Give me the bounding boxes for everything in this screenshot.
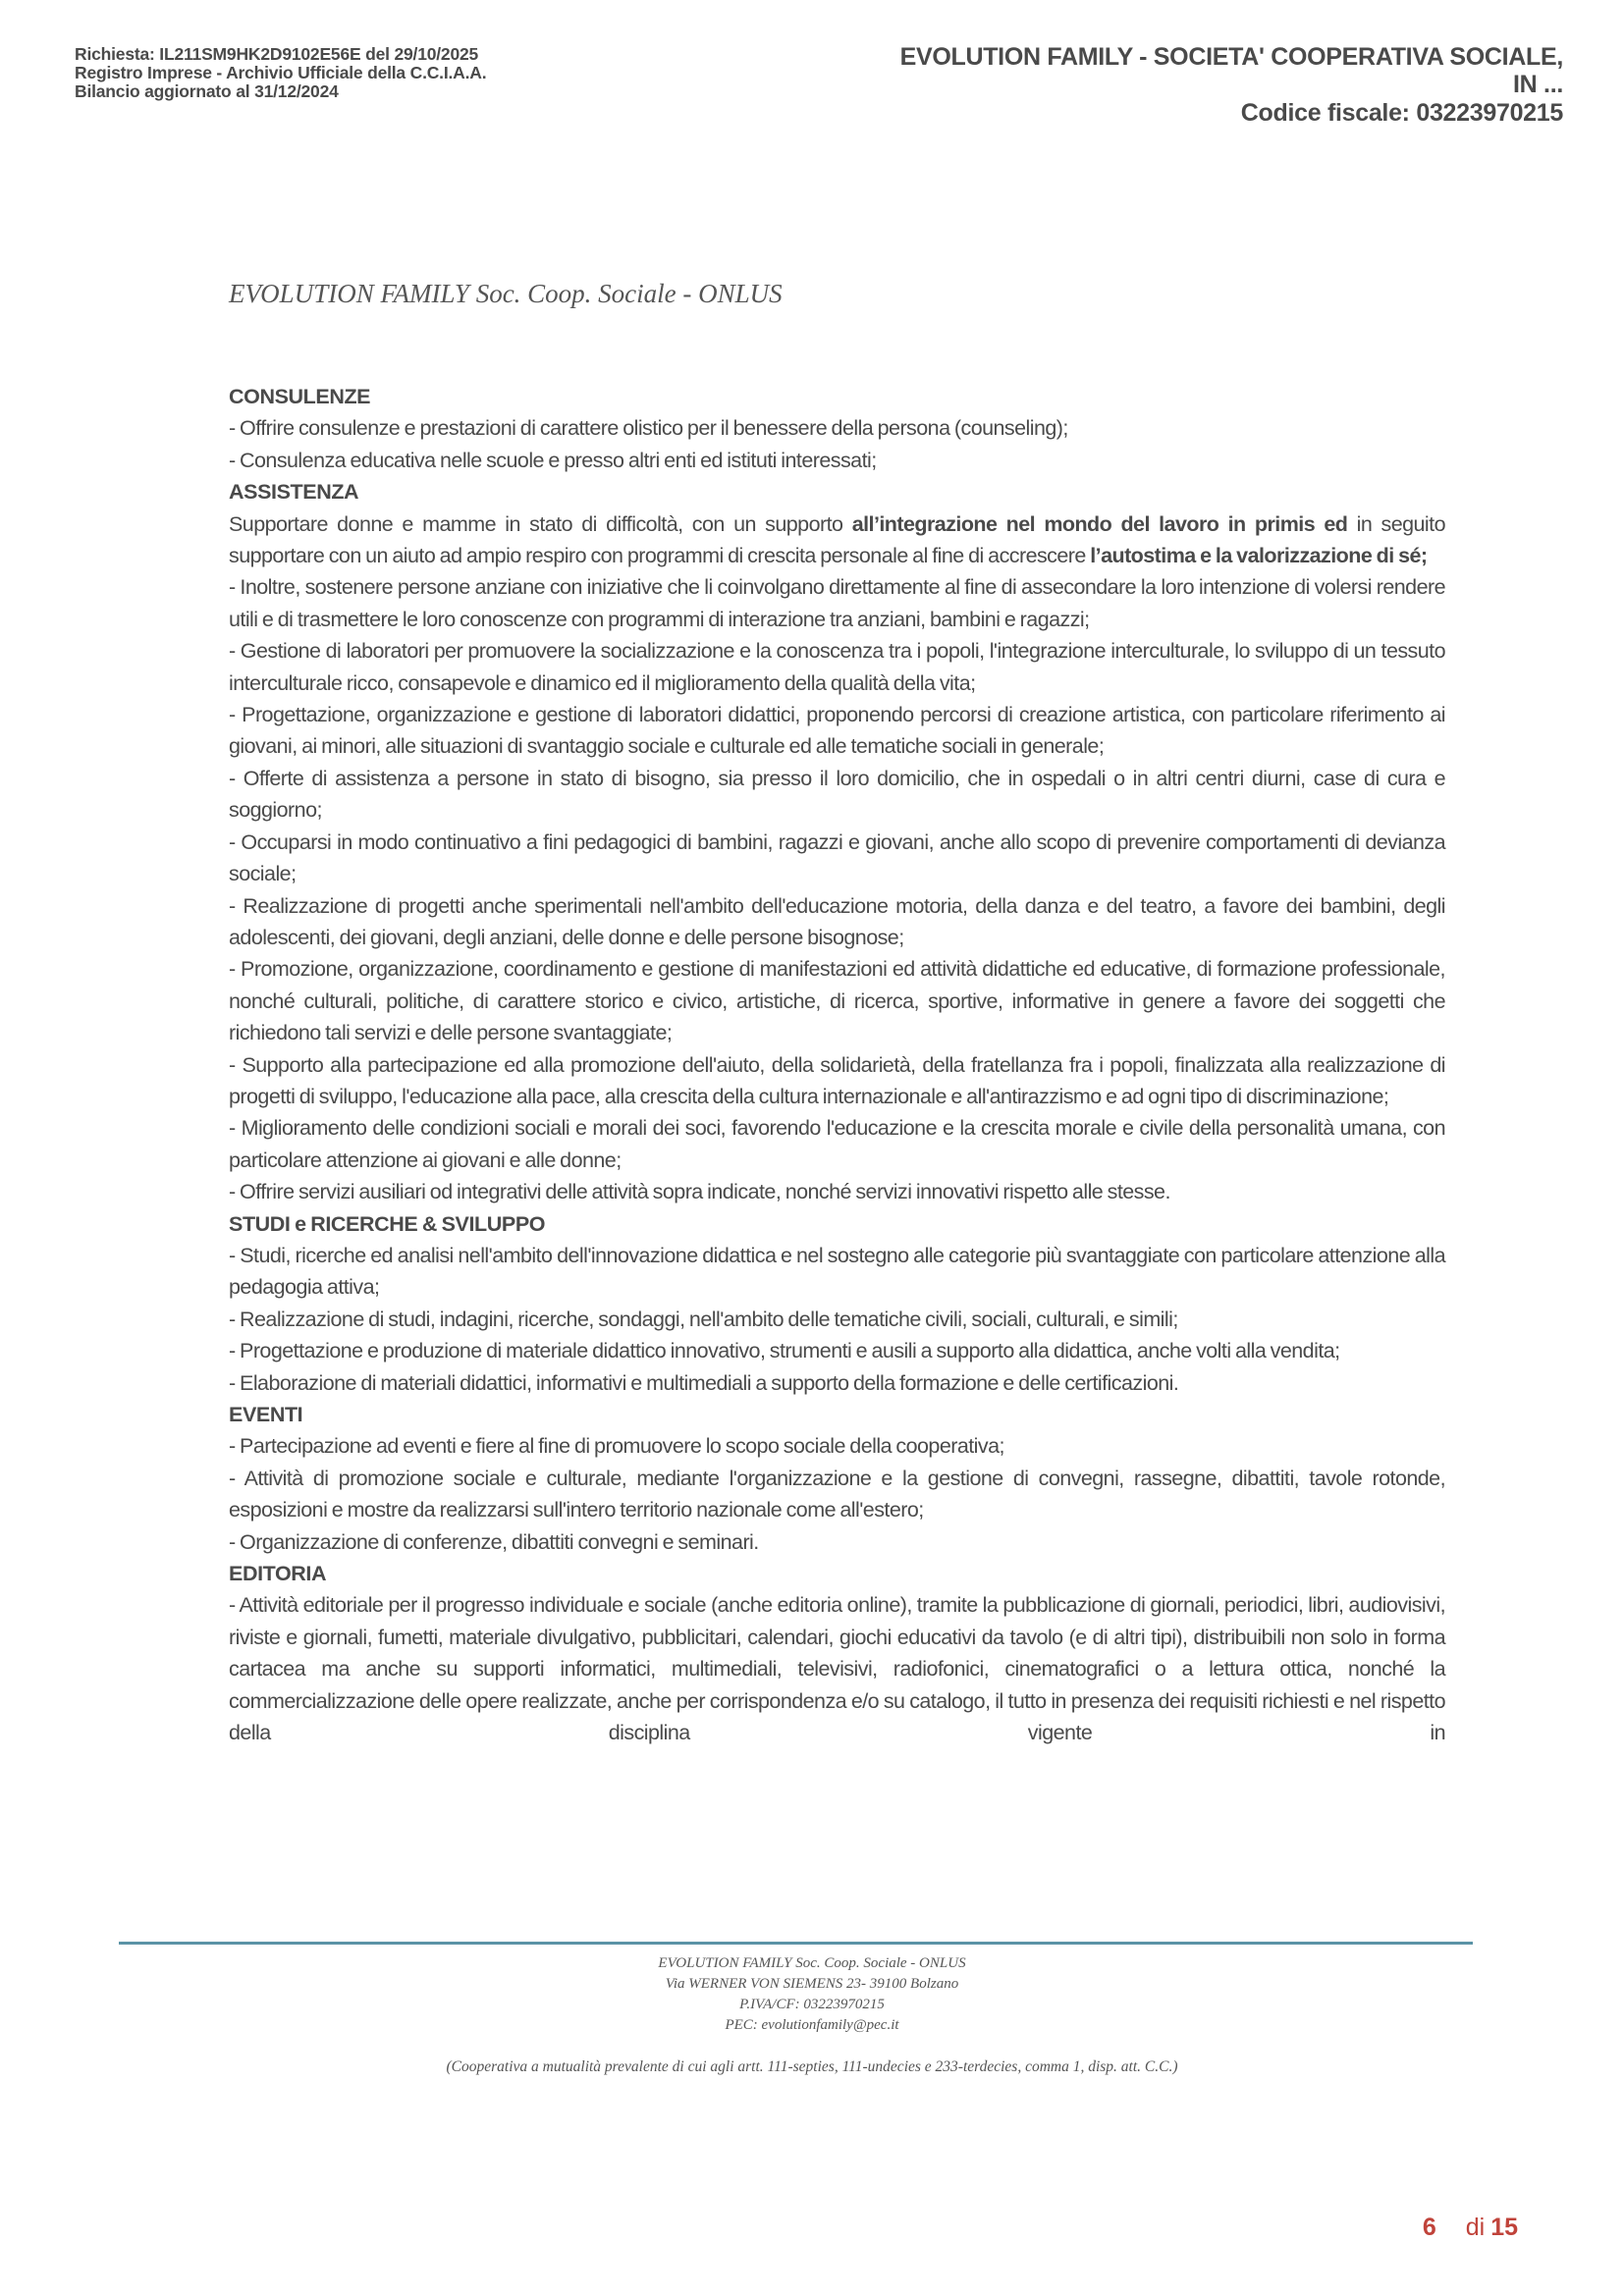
registry-line: Registro Imprese - Archivio Ufficiale della C.C.I.A.A.: [75, 63, 487, 82]
paragraph: - Offerte di assistenza a persone in stato di bisogno, sia presso il loro domicilio, che in ospedali o in altri centri diurni, case di cura e soggiorno;: [229, 766, 1445, 823]
balance-date-line: Bilancio aggiornato al 31/12/2024: [75, 81, 339, 101]
paragraph: - Organizzazione di conferenze, dibattiti convegni e seminari.: [229, 1529, 759, 1554]
footer-vat: P.IVA/CF: 03223970215: [739, 1997, 885, 2012]
current-page: 6: [1422, 2214, 1436, 2241]
paragraph: - Offrire servizi ausiliari od integrativi delle attività sopra indicate, nonché servizi innovativi rispetto alle stesse.: [229, 1180, 1170, 1204]
footer-legal-note: (Cooperativa a mutualità prevalente di cui agli artt. 111-septies, 111-undecies e 233-terdecies, comma 1, disp. att. C.C.): [446, 2058, 1178, 2075]
company-header: [900, 43, 1563, 128]
company-name-line1: EVOLUTION FAMILY - SOCIETA' COOPERATIVA SOCIALE,: [899, 43, 1563, 71]
paragraph: - Partecipazione ad eventi e fiere al fine di promuovere lo scopo sociale della cooperativa;: [229, 1434, 1004, 1459]
assistenza-intro-paragraph: [229, 508, 1445, 572]
paragraph: - Gestione di laboratori per promuovere la socializzazione e la conoscenza tra i popoli, l'integrazione interculturale, lo sviluppo di un tessuto interculturale ricco, consapevole e dinamico ed il miglioramento della qualità della vita;: [229, 639, 1445, 695]
section-heading-consulenze: CONSULENZE: [229, 385, 371, 408]
paragraph: - Progettazione, organizzazione e gestione di laboratori didattici, proponendo percorsi di creazione artistica, con particolare riferimento ai giovani, ai minori, alle situazioni di svantaggio sociale e culturale ed alle tematiche sociali in generale;: [229, 703, 1445, 759]
document-body: [229, 381, 1445, 1748]
paragraph: - Supporto alla partecipazione ed alla promozione dell'aiuto, della solidarietà, della fratellanza fra i popoli, finalizzata alla realizzazione di progetti di sviluppo, l'educazione alla pace, alla crescita della cultura internazionale e all'antirazzismo e ad ogni tipo di discriminazione;: [229, 1052, 1445, 1108]
registry-header: [75, 45, 486, 101]
company-name-line2: IN ...: [1513, 71, 1563, 98]
footer-address: Via WERNER VON SIEMENS 23- 39100 Bolzano: [665, 1976, 959, 1992]
request-id-line: Richiesta: IL211SM9HK2D9102E56E del 29/10/2025: [75, 44, 479, 64]
paragraph: - Realizzazione di progetti anche sperimentali nell'ambito dell'educazione motoria, della danza e del teatro, a favore dei bambini, degli adolescenti, dei giovani, degli anziani, delle donne e delle persone bisognose;: [229, 893, 1445, 949]
intro-text: Supportare donne e mamme in stato di difficoltà, con un supporto: [229, 511, 852, 536]
page-separator: di: [1465, 2214, 1486, 2241]
total-pages: 15: [1490, 2214, 1518, 2241]
paragraph: - Studi, ricerche ed analisi nell'ambito dell'innovazione didattica e nel sostegno alle categorie più svantaggiate con particolare attenzione alla pedagogia attiva;: [229, 1243, 1445, 1300]
section-heading-assistenza: ASSISTENZA: [229, 480, 359, 505]
intro-bold-text: all’integrazione nel mondo del lavoro in primis ed: [851, 511, 1348, 536]
paragraph: - Attività di promozione sociale e culturale, mediante l'organizzazione e la gestione di convegni, rassegne, dibattiti, tavole rotonde, esposizioni e mostre da realizzarsi sull'intero territorio nazionale come all'estero;: [229, 1466, 1445, 1522]
paragraph: - Promozione, organizzazione, coordinamento e gestione di manifestazioni ed attività didattiche ed educative, di formazione professionale, nonché culturali, politiche, di carattere storico e civico, artistiche, di ricerca, sportive, informative in genere a favore dei soggetti che richiedono tali servizi e delle persone svantaggiate;: [229, 957, 1445, 1045]
paragraph: - Consulenza educativa nelle scuole e presso altri enti ed istituti interessati;: [229, 448, 877, 472]
document-title: EVOLUTION FAMILY Soc. Coop. Sociale - ONLUS: [229, 279, 783, 308]
paragraph: - Progettazione e produzione di materiale didattico innovativo, strumenti e ausili a supporto alla didattica, anche volti alla vendita;: [229, 1339, 1340, 1363]
paragraph: - Attività editoriale per il progresso individuale e sociale (anche editoria online), tramite la pubblicazione di giornali, periodici, libri, audiovisivi, riviste e giornali, fumetti, materiale divulgativo, pubblicitari, calendari, giochi educativi da tavolo (e di altri tipi), distribuibili non solo in forma cartacea ma anche su supporti informatici, multimediali, televisivi, radiofonici, cinematografici o a lettura ottica, nonché la commercializzazione delle opere realizzate, anche per corrispondenza e/o su catalogo, il tutto in presenza dei requisiti richiesti e nel rispetto della disciplina vigente in: [229, 1593, 1445, 1745]
footer-address-block: [0, 1953, 1624, 2036]
codice-fiscale: Codice fiscale: 03223970215: [1240, 99, 1563, 127]
section-heading-editoria: EDITORIA: [229, 1562, 327, 1586]
paragraph: - Realizzazione di studi, indagini, ricerche, sondaggi, nell'ambito delle tematiche civili, sociali, culturali, e simili;: [229, 1307, 1178, 1331]
intro-bold-text: l’autostima e la valorizzazione di sé;: [1090, 544, 1428, 568]
paragraph: - Occuparsi in modo continuativo a fini pedagogici di bambini, ragazzi e giovani, anche allo scopo di prevenire comportamenti di devianza sociale;: [229, 829, 1445, 886]
paragraph: - Offrire consulenze e prestazioni di carattere olistico per il benessere della persona (counseling);: [229, 416, 1068, 441]
section-heading-eventi: EVENTI: [229, 1403, 303, 1426]
footer-divider: [119, 1942, 1473, 1945]
intro-text: in seguito supportare con un aiuto ad ampio respiro con programmi di crescita personale al fine di accrescere: [229, 511, 1445, 568]
section-heading-studi-ricerche: STUDI e RICERCHE & SVILUPPO: [229, 1211, 546, 1236]
paragraph: - Elaborazione di materiali didattici, informativi e multimediali a supporto della formazione e delle certificazioni.: [229, 1370, 1179, 1395]
page-indicator: [1423, 2214, 1518, 2242]
paragraph: - Inoltre, sostenere persone anziane con iniziative che li coinvolgano direttamente al fine di assecondare la loro intenzione di volersi rendere utili e di trasmettere le loro conoscenze con programmi di interazione tra anziani, bambini e ragazzi;: [229, 575, 1445, 631]
footer-company-name: EVOLUTION FAMILY Soc. Coop. Sociale - ONLUS: [658, 1955, 966, 1971]
paragraph: - Miglioramento delle condizioni sociali e morali dei soci, favorendo l'educazione e la crescita morale e civile della personalità umana, con particolare attenzione ai giovani e alle donne;: [229, 1116, 1445, 1172]
footer-pec: PEC: evolutionfamily@pec.it: [725, 2017, 899, 2033]
